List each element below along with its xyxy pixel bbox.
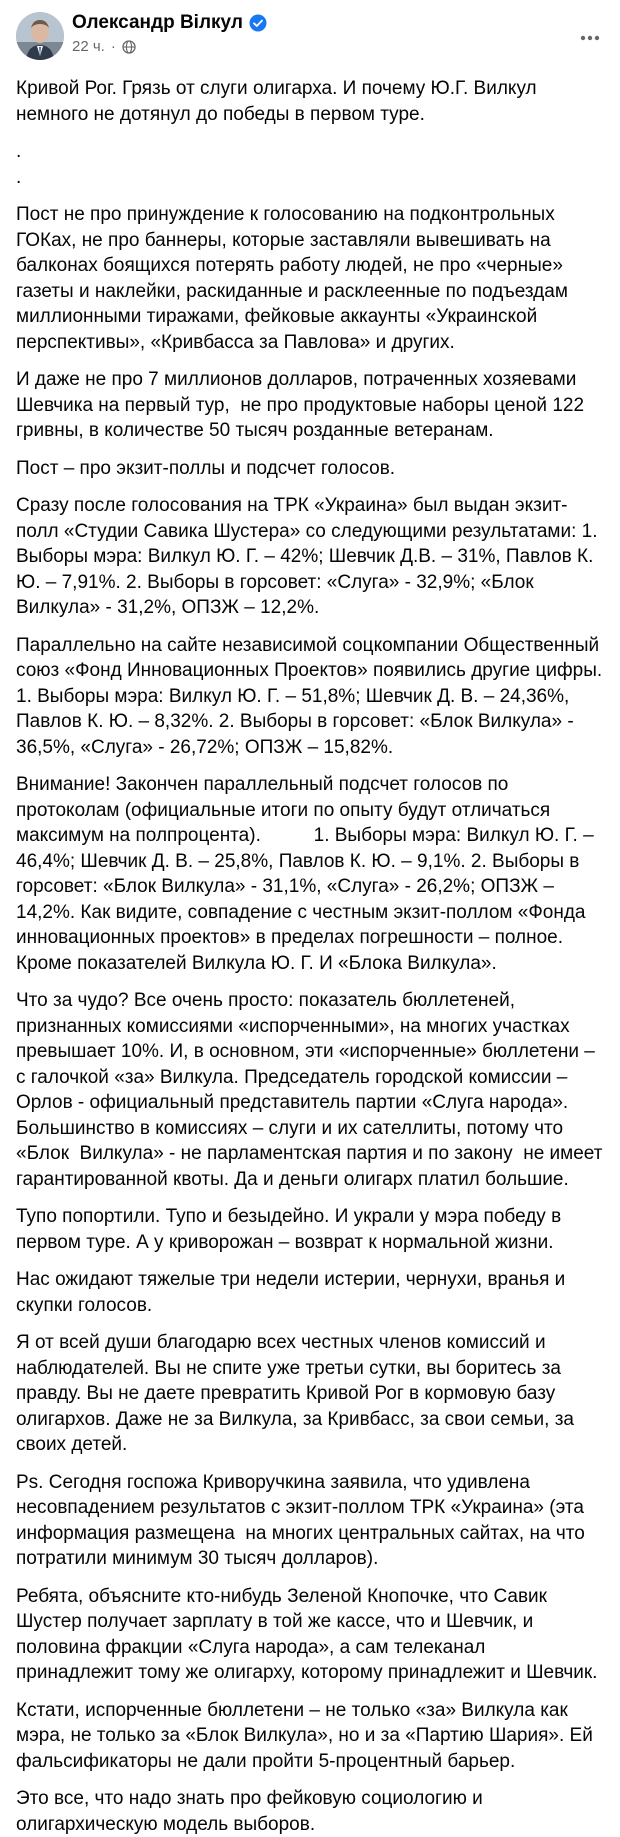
meta-separator: · <box>110 38 116 55</box>
post-paragraph: Тупо попортили. Тупо и безыдейно. И украли у мэра победу в первом туре. А у криворожан – возврат к нормальной жизни. <box>16 1206 567 1253</box>
verified-badge-icon <box>249 14 267 32</box>
post-paragraph: Нас ожидают тяжелые три недели истерии, чернухи, вранья и скупки голосов. <box>16 1269 571 1316</box>
avatar-image <box>16 12 64 60</box>
more-options-icon[interactable] <box>572 20 608 56</box>
post-paragraph: Я от всей души благодарю всех честных членов комиссий и наблюдателей. Вы не спите уже третьи сутки, вы боритесь за правду. Вы не даете превратить Кривой Рог в кормовую базу олигархов. Даже не за Вилкула, за Кривбасс, за свои семьи, за своих детей. <box>16 1332 580 1455</box>
author-avatar[interactable] <box>16 12 64 60</box>
post-paragraph: . <box>16 166 22 188</box>
post-paragraph: Пост – про экзит-поллы и подсчет голосов. <box>16 457 396 479</box>
globe-icon[interactable] <box>122 40 136 54</box>
post-header <box>0 0 620 76</box>
post-meta <box>72 38 136 55</box>
post-paragraph: И даже не про 7 миллионов долларов, потраченных хозяевами Шевчика на первый тур, не про продуктовые наборы ценой 122 гривны, в количестве 50 тысяч розданные ветеранам. <box>16 369 590 441</box>
post-paragraph: Это все, что надо знать про фейковую социологию и олигархическую модель выборов. <box>16 1788 489 1835</box>
post-paragraph: Параллельно на сайте независимой соцкомпании Общественный союз «Фонд Инновационных Проектов» появились другие цифры. 1. Выборы мэра: Вилкул Ю. Г. – 51,8%; Шевчик Д. В. – 24,36%, Павлов К. Ю. – 8,32%. 2. Выборы в горсовет: «Блок Вилкула» - 36,5%, «Слуга» - 26,72%; ОПЗЖ – 15,82%. <box>16 634 608 758</box>
post-paragraph: Кривой Рог. Грязь от слуги олигарха. И почему Ю.Г. Вилкул немного не дотянул до победы в первом туре. <box>16 78 542 125</box>
post-paragraph: Сразу после голосования на ТРК «Украина» был выдан экзит-полл «Студии Савика Шустера» со следующими результатами: 1. Выборы мэра: Вилкул Ю. Г. – 42%; Шевчик Д.В. – 31%, Павлов К. Ю. – 7,91%. 2. Выборы в горсовет: «Слуга» - 32,9%; «Блок Вилкула» - 31,2%, ОПЗЖ – 12,2%. <box>16 495 603 618</box>
post-paragraph: Ребята, объясните кто-нибудь Зеленой Кнопочке, что Савик Шустер получает зарплату в той же кассе, что и Шевчик, и половина фракции «Слуга народа», а сам телеканал принадлежит тому же олигарху, которому принадлежит и Шевчик. <box>16 1585 598 1683</box>
post-paragraph: Пост не про принуждение к голосованию на подконтрольных ГОКах, не про баннеры, которые заставляли вывешивать на балконах боящихся потерять работу людей, не про «черные» газеты и наклейки, раскиданные и расклеенные по подъездам миллионными тиражами, фейковые аккаунты «Украинской перспективы», «Кривбасса за Павлова» и других. <box>16 204 574 353</box>
post-paragraph: Внимание! Закончен параллельный подсчет голосов по протоколам (официальные итоги по опыту будут отличаться максимум на полпроцента). 1. Выборы мэра: Вилкул Ю. Г. – 46,4%; Шевчик Д. В. – 25,8%, Павлов К. Ю. – 9,1%. 2. Выборы в горсовет: «Блок Вилкула» - 31,1%, «Слуга» - 26,2%; ОПЗЖ – 14,2%. Как видите, совпадение с честным экзит-поллом «Фонда инновационных проектов» в пределах погрешности – полное. Кроме показателей Вилкула Ю. Г. И «Блока Вилкула». <box>16 774 599 974</box>
post-timestamp[interactable]: 22 ч. <box>72 38 105 55</box>
post-paragraph: Ps. Сегодня госпожа Криворучкина заявила, что удивлена несовпадением результатов с экзит-поллом ТРК «Украина» (эта информация размещена на многих центральных сайтах, на что потратили минимум 30 тысяч долларов). <box>16 1471 591 1569</box>
post-paragraph: Что за чудо? Все очень просто: показатель бюллетеней, признанных комиссиями «испорченными», на многих участках превышает 10%. И, в основном, эти «испорченные» бюллетени – с галочкой «за» Вилкула. Председатель городской комиссии – Орлов - официальный представитель партии «Слуга народа». Большинство в комиссиях – слуги и их сателлиты, потому что «Блок Вилкула» - не парламентская партия и по закону не имеет гарантированной квоты. Да и деньги олигарх платил большие. <box>16 990 608 1190</box>
post-paragraph: Кстати, испорченные бюллетени – не только «за» Вилкула как мэра, не только за «Блок Вилкула», но и за «Партию Шария». Ей фальсификаторы не дали пройти 5-процентный барьер. <box>16 1699 599 1772</box>
author-row <box>72 12 267 34</box>
post-paragraph: . <box>16 141 22 162</box>
post-body <box>0 76 620 1837</box>
author-name[interactable]: Олександр Вілкул <box>72 12 243 33</box>
